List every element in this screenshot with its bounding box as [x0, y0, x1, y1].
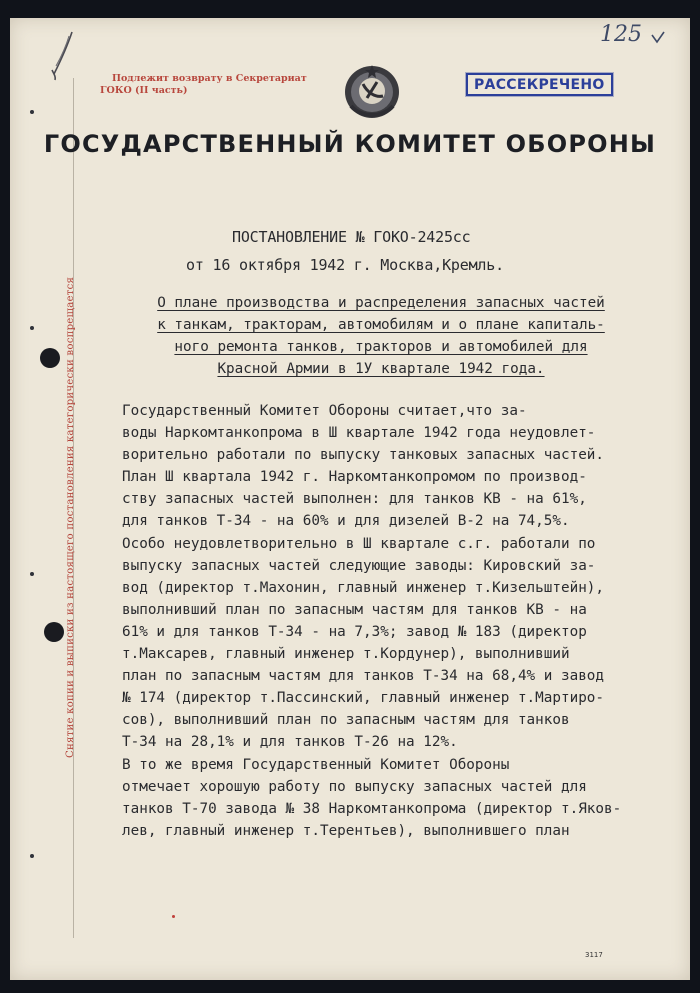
document-page	[10, 18, 690, 980]
subject-line: Красной Армии в 1У квартале 1942 года.	[217, 361, 545, 377]
subject-line: к танкам, тракторам, автомобилям и о плане капиталь-	[157, 317, 605, 333]
body-line: 61% и для танков Т-34 - на 7,3%; завод № 183 (директор	[122, 623, 587, 640]
body-line: выпуску запасных частей следующие заводы: Кировский за-	[122, 557, 596, 574]
body-line: ству запасных частей выполнен: для танков КВ - на 61%,	[122, 491, 587, 508]
state-emblem-icon	[341, 62, 403, 122]
body-line: т.Максарев, главный инженер т.Кордунер), выполнивший	[122, 646, 570, 663]
body-line: Т-34 на 28,1% и для танков Т-26 на 12%.	[122, 734, 458, 751]
binder-hole	[44, 622, 64, 642]
body-line: № 174 (директор т.Пассинский, главный инженер т.Мартиро-	[122, 690, 605, 707]
body-line: танков Т-70 завода № 38 Наркомтанкопрома (директор т.Яков-	[122, 800, 622, 817]
return-note	[100, 73, 307, 97]
body-line: План Ш квартала 1942 г. Наркомтанкопромом по производ-	[122, 469, 587, 486]
staple-dot	[30, 110, 34, 114]
declassified-stamp: РАССЕКРЕЧЕНО	[466, 73, 613, 96]
body-line: лев, главный инженер т.Терентьев), выполнившего план	[122, 822, 570, 839]
body-line: выполнивший план по запасным частям для танков КВ - на	[122, 601, 587, 618]
body-line: сов), выполнивший план по запасным частям для танков	[122, 712, 570, 729]
return-note-line1: Подлежит возврату в Секретариат	[112, 73, 307, 84]
margin-copy-warning: Снятие копии и выписки из настоящего постановления категорически воспрещается	[65, 276, 76, 758]
body-line: для танков Т-34 - на 60% и для дизелей В-2 на 74,5%.	[122, 513, 570, 530]
subject-line: О плане производства и распределения запасных частей	[157, 295, 605, 311]
body-line: Особо неудовлетворительно в Ш квартале с.г. работали по	[122, 535, 596, 552]
page-number: 125	[600, 22, 642, 47]
body-line: ворительно работали по выпуску танковых запасных частей.	[122, 447, 605, 464]
resolution-subject	[126, 292, 636, 380]
body-line: отмечает хорошую работу по выпуску запасных частей для	[122, 778, 587, 795]
return-note-line2: ГОКО (II часть)	[100, 85, 188, 96]
subject-line: ного ремонта танков, тракторов и автомобилей для	[174, 339, 588, 355]
body-line: план по запасным частям для танков Т-34 на 68,4% и завод	[122, 668, 605, 685]
resolution-title: ПОСТАНОВЛЕНИЕ № ГОКО-2425сс	[232, 228, 471, 246]
checkmark-icon	[650, 30, 666, 44]
body-line: В то же время Государственный Комитет Обороны	[122, 756, 510, 773]
body-line: воды Наркомтанкопрома в Ш квартале 1942 года неудовлет-	[122, 425, 596, 442]
binder-hole	[40, 348, 60, 368]
staple-dot	[30, 854, 34, 858]
staple-dot	[30, 326, 34, 330]
resolution-body	[122, 400, 621, 842]
resolution-date: от 16 октября 1942 г. Москва,Кремль.	[186, 256, 504, 274]
pencil-mark-icon	[42, 30, 78, 82]
ink-mark	[172, 915, 175, 918]
body-line: вод (директор т.Махонин, главный инженер т.Кизельштейн),	[122, 579, 605, 596]
body-line: Государственный Комитет Обороны считает,что за-	[122, 403, 527, 419]
print-code: 3117	[585, 951, 603, 959]
staple-dot	[30, 572, 34, 576]
committee-heading: ГОСУДАРСТВЕННЫЙ КОМИТЕТ ОБОРОНЫ	[43, 130, 657, 158]
